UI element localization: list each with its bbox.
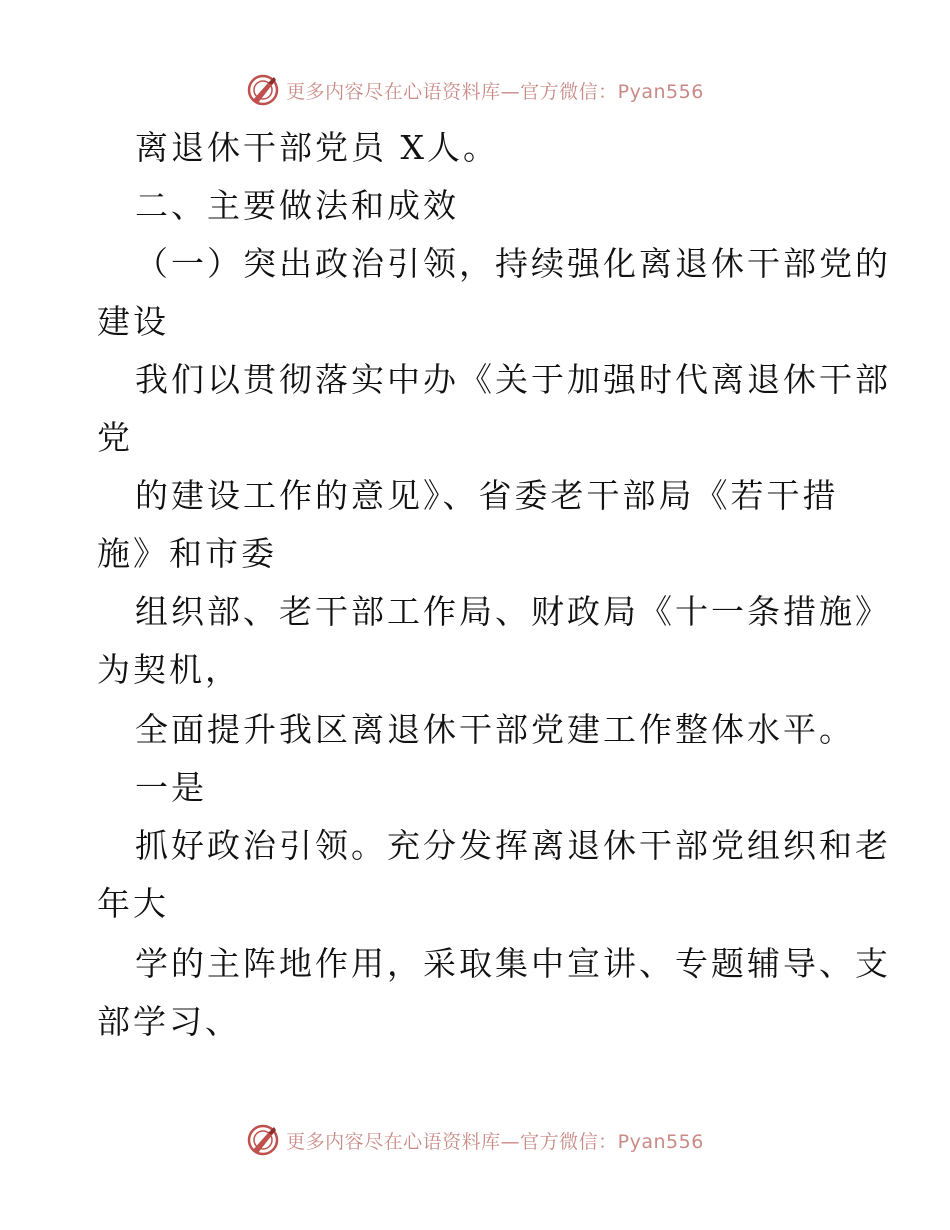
paragraph-line: 抓好政治引领。充分发挥离退休干部党组织和老 bbox=[135, 826, 891, 865]
paragraph-line: 我们以贯彻落实中办《关于加强时代离退休干部 bbox=[135, 360, 891, 399]
logo-icon bbox=[246, 73, 280, 107]
header-watermark bbox=[0, 70, 950, 110]
footer-watermark bbox=[0, 1120, 950, 1160]
paragraph-line: 离退休干部党员 X人。 bbox=[135, 128, 499, 167]
paragraph-line: 部学习、 bbox=[97, 1002, 241, 1041]
section-heading: 二、主要做法和成效 bbox=[135, 186, 459, 225]
paragraph-line: 年大 bbox=[97, 884, 169, 923]
subsection-heading-continued: 建设 bbox=[97, 302, 169, 341]
paragraph-line: 为契机， bbox=[97, 650, 241, 689]
watermark-text: 更多内容尽在心语资料库—官方微信：Pyan556 bbox=[286, 1130, 704, 1153]
logo-icon bbox=[246, 1123, 280, 1157]
paragraph-line: 党 bbox=[97, 418, 133, 457]
paragraph-line: 组织部、老干部工作局、财政局《十一条措施》 bbox=[135, 592, 891, 631]
paragraph-line: 的建设工作的意见》、省委老干部局《若干措 bbox=[135, 476, 839, 515]
subsection-heading: （一）突出政治引领，持续强化离退休干部党的 bbox=[135, 244, 891, 283]
paragraph-line: 学的主阵地作用，采取集中宣讲、专题辅导、支 bbox=[135, 944, 891, 983]
paragraph-line: 一是 bbox=[135, 768, 207, 807]
watermark-text: 更多内容尽在心语资料库—官方微信：Pyan556 bbox=[286, 80, 704, 103]
paragraph-line: 全面提升我区离退休干部党建工作整体水平。 bbox=[135, 710, 855, 749]
paragraph-line: 施》和市委 bbox=[97, 534, 277, 573]
